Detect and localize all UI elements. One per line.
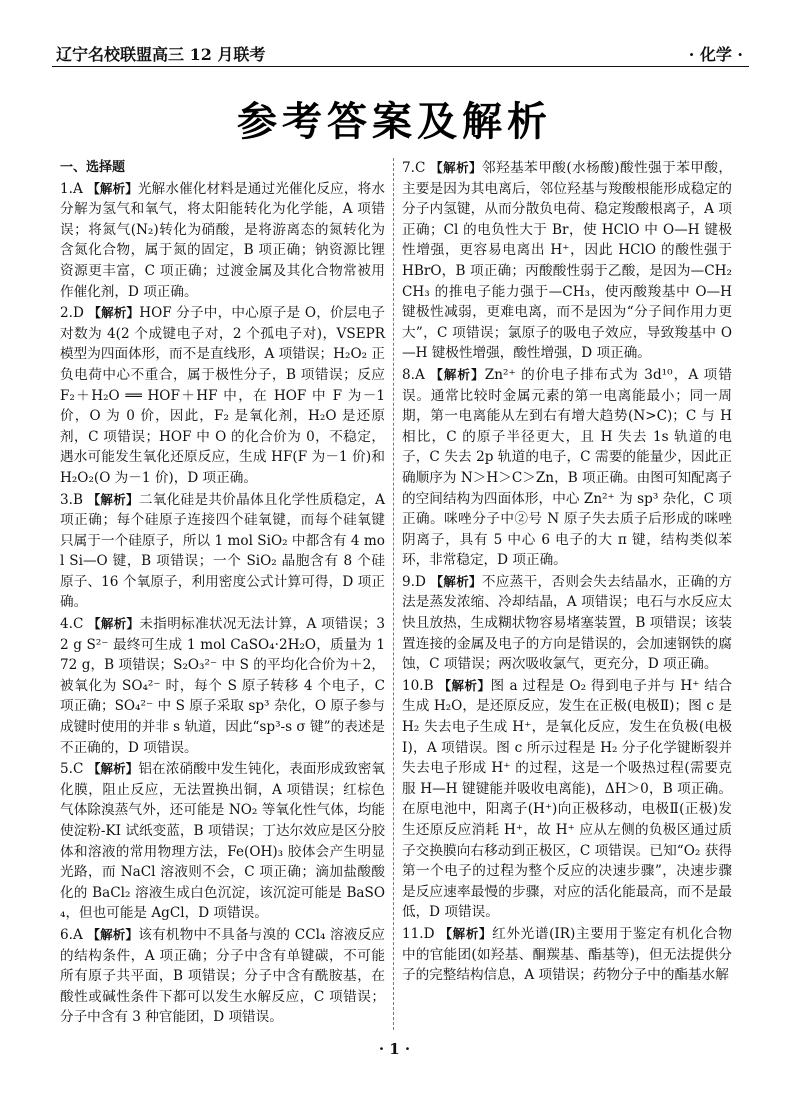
analysis-tag: 【解析】: [87, 491, 139, 507]
answer-letter: D: [414, 573, 426, 590]
answer-item: [402, 676, 732, 923]
analysis-tag: 【解析】: [87, 761, 139, 777]
question-number: 8.: [402, 366, 415, 383]
analysis-text: 铝在浓硝酸中发生钝化，表面形成致密氧化膜，阻止反应，无法置换出铜，A 项错误；红棕色气体除溴蒸气外，还可能是 NO₂ 等氧化性气体，均能使淀粉-KI 试纸变蓝，B 项错误；丁达尔效应是区分胶体和溶液的常用物理方法，Fe(OH)₃ 胶体会产生明显光路，而 NaCl 溶液则不会，C 项正确；滴加盐酸酸化的 BaCl₂ 溶液生成白色沉淀，该沉淀可能是 BaSO₄，但也可能是 AgCl，D 项错误。: [60, 761, 386, 922]
answer-item: [60, 179, 385, 303]
answer-item: [402, 924, 732, 986]
analysis-text: 光解水催化材料是通过光催化反应，将水分解为氢气和氧气，将太阳能转化为化学能，A 项错误；将氮气(N₂)转化为硝酸，是将游离态的氮转化为含氮化合物，属于氮的固定，B 项正确；钠资源比锂资源更丰富，C 项正确；过渡金属及其化合物常被用作催化剂，D 项正确。: [60, 180, 385, 300]
question-number: 3.: [60, 491, 73, 508]
analysis-text: 红外光谱(IR)主要用于鉴定有机化合物中的官能团(如羟基、酮羰基、酯基等)，但无法提供分子的完整结构信息，A 项错误；药物分子中的酯基水解: [402, 925, 732, 984]
answer-item: [402, 158, 732, 364]
analysis-tag: 【解析】: [87, 926, 139, 942]
analysis-tag: 【解析】: [430, 573, 482, 589]
answer-item: [60, 303, 385, 488]
answer-letter: B: [423, 677, 434, 694]
answer-letter: A: [72, 180, 83, 197]
answer-item: [60, 614, 385, 758]
analysis-tag: 【解析】: [439, 925, 493, 941]
question-number: 7.: [402, 160, 415, 176]
analysis-text: HOF 分子中，中心原子是 O，价层电子对数为 4(2 个成键电子对，2 个孤电子对)，VSEPR 模型为四面体形，而不是直线形，A 项错误；H₂O₂ 正负电荷中心不重合，属于极性分子，B 项错误；反应 F₂＋H₂O ══ HOF＋HF 中，在 HOF 中 F 为－1 价，O 为 0 价，因此，F₂ 是氧化剂，H₂O 是还原剂，C 项错误；HOF 中 O 的化合价为 0，不稳定，遇水可能发生氧化还原反应，生成 HF(F 为－1 价)和 H₂O₂(O 为－1 价)，D 项正确。: [60, 305, 385, 486]
question-number: 10.: [402, 677, 424, 694]
analysis-text: 邻羟基苯甲酸(水杨酸)酸性强于苯甲酸，主要是因为其电离后，邻位羟基与羧酸根能形成稳定的分子内氢键，从而分散负电荷、稳定羧酸根离子，A 项正确；Cl 的电负性大于 Br，使 HClO 中 O—H 键极性增强，更容易电离出 H⁺，因此 HClO 的酸性强于 HBrO，B 项正确；丙酸酸性弱于乙酸，是因为—CH₂CH₃ 的推电子能力强于—CH₃，使丙酸羧基中 O—H 键极性减弱，更难电离，而不是因为“分子间作用力更大”，C 项错误；氯原子的吸电子效应，导致羧基中 O—H 键极性增强，酸性增强，D 项正确。: [402, 160, 732, 362]
question-number: 6.: [60, 926, 73, 943]
analysis-tag: 【解析】: [430, 366, 485, 382]
answer-letter: D: [423, 925, 435, 942]
analysis-text: 该有机物中不具备与溴的 CCl₄ 溶液反应的结构条件，A 项正确；分子中含有单键碳，不可能所有原子共平面，B 项错误；分子中含有酰胺基，在酸性或碱性条件下都可以发生水解反应，C 项错误；分子中含有 3 种官能团，D 项错误。: [60, 926, 385, 1026]
page-number: · 1 ·: [378, 1040, 411, 1058]
answer-item: [60, 925, 385, 1028]
answer-letter: C: [72, 616, 84, 633]
answer-item: [402, 365, 732, 571]
analysis-text: Zn²⁺ 的价电子排布式为 3d¹⁰，A 项错误。通常比较时金属元素的第一电离能最小；同一周期，第一电离能从左到右有增大趋势(N>C)；C 与 H 相比，C 的原子半径更大，且 H 失去 1s 轨道的电子，C 失去 2p 轨道的电子，C 需要的能量少，因此正确顺序为 N＞H＞C＞Zn，B 项正确。由图可知配离子的空间结构为四面体形，中心 Zn²⁺ 为 sp³ 杂化，C 项正确。咪唑分子中②号 N 原子失去质子后形成的咪唑阴离子，具有 5 中心 6 电子的大 π 键，结构类似苯环，非常稳定，D 项正确。: [402, 366, 732, 569]
page-title: 参考答案及解析: [237, 99, 552, 145]
answer-item: [60, 759, 385, 924]
analysis-text: 不应蒸干，否则会失去结晶水，正确的方法是蒸发浓缩、冷却结晶，A 项错误；电石与水反应太快且放热，生成糊状物容易堵塞装置，B 项错误；该装置连接的金属及电子的方向是错误的，会加速钢铁的腐蚀，C 项错误；两次吸收氯气，更充分，D 项正确。: [402, 573, 732, 673]
analysis-tag: 【解析】: [438, 677, 491, 693]
answer-letter: C: [72, 761, 84, 778]
analysis-text: 未指明标准状况无法计算，A 项错误；32 g S²⁻ 最终可生成 1 mol CaSO₄·2H₂O，质量为 172 g，B 项错误；S₂O₃²⁻ 中 S 的平均化合价为＋2，被氧化为 SO₄²⁻ 时，每个 S 原子转移 4 个电子，C 项正确；SO₄²⁻ 中 S 原子采取 sp³ 杂化，O 原子参与成键时使用的并非 s 轨道，因此“sp³-s σ 键”的表述是不正确的，D 项错误。: [60, 616, 385, 756]
column-divider: [393, 158, 394, 1030]
analysis-tag: 【解析】: [430, 160, 483, 175]
question-list-left: [60, 179, 385, 1028]
answer-letter: B: [72, 491, 83, 508]
exam-title: 辽宁名校联盟高三 12 月联考: [56, 45, 266, 64]
analysis-text: 二氧化硅是共价晶体且化学性质稳定，A 项正确；每个硅原子连接四个硅氧键，而每个硅氧键只属于一个硅原子，所以 1 mol SiO₂ 中都含有 4 mol Si—O 键，B 项错误；一个 SiO₂ 晶胞含有 8 个硅原子、16 个氧原子，利用密度公式计算可得，D 项正确。: [60, 491, 385, 611]
analysis-tag: 【解析】: [88, 305, 140, 321]
answer-letter: D: [72, 305, 84, 322]
question-number: 2.: [60, 305, 73, 322]
question-number: 9.: [402, 573, 415, 590]
question-number: 5.: [60, 761, 73, 778]
page-header: [52, 38, 749, 67]
right-column: [402, 158, 732, 987]
analysis-tag: 【解析】: [87, 180, 138, 196]
question-list-right: [402, 158, 732, 986]
question-number: 1.: [60, 180, 73, 197]
question-number: 11.: [402, 925, 424, 942]
section-title: 一、选择题: [60, 160, 126, 175]
analysis-text: 图 a 过程是 O₂ 得到电子并与 H⁺ 结合生成 H₂O，是还原反应，发生在正极(电极Ⅱ)；图 c 是 H₂ 失去电子生成 H⁺，是氧化反应，发生在负极(电极Ⅰ)，A 项错误。图 c 所示过程是 H₂ 分子化学键断裂并失去电子形成 H⁺ 的过程，这是一个吸热过程(需要克服 H—H 键键能并吸收电离能)，ΔH＞0，B 项正确。在原电池中，阳离子(H⁺)向正极移动，电极Ⅱ(正极)发生还原反应消耗 H⁺，故 H⁺ 应从左侧的负极区通过质子交换膜向右移动到正极区，C 项错误。已知“O₂ 获得第一个电子的过程为整个反应的决速步骤”，决速步骤是反应速率最慢的步骤，对应的活化能最高，而不是最低，D 项错误。: [402, 677, 732, 921]
left-column: [60, 158, 385, 1029]
answer-item: [402, 572, 732, 675]
answer-item: [60, 490, 385, 614]
answer-letter: A: [72, 926, 83, 943]
subject-label: · 化学 ·: [688, 45, 743, 64]
answer-letter: A: [414, 366, 425, 383]
answer-letter: C: [414, 160, 426, 176]
analysis-tag: 【解析】: [88, 616, 140, 632]
question-number: 4.: [60, 616, 73, 633]
